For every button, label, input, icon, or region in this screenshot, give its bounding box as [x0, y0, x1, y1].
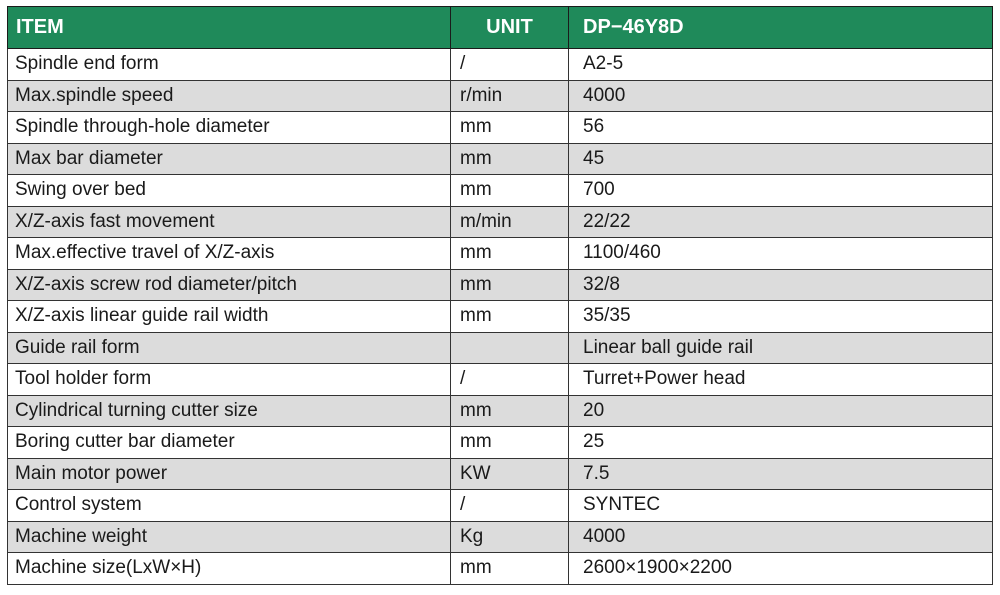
spec-item-cell: Tool holder form [8, 364, 451, 396]
spec-item-cell: X/Z-axis screw rod diameter/pitch [8, 269, 451, 301]
spec-unit-cell: / [451, 49, 569, 81]
spec-unit-cell: mm [451, 143, 569, 175]
spec-unit-cell: mm [451, 269, 569, 301]
spec-value-cell: 700 [569, 175, 993, 207]
header-unit: UNIT [451, 7, 569, 49]
table-row [8, 490, 993, 522]
spec-unit-cell: mm [451, 175, 569, 207]
spec-value-cell: 25 [569, 427, 993, 459]
table-row [8, 80, 993, 112]
table-row [8, 332, 993, 364]
header-model: DP−46Y8D [569, 7, 993, 49]
spec-unit-cell: / [451, 490, 569, 522]
spec-unit-cell [451, 332, 569, 364]
spec-unit-cell: Kg [451, 521, 569, 553]
spec-value-cell: Turret+Power head [569, 364, 993, 396]
spec-item-cell: Max.spindle speed [8, 80, 451, 112]
table-row [8, 112, 993, 144]
table-row [8, 301, 993, 333]
spec-table [7, 6, 993, 585]
spec-unit-cell: KW [451, 458, 569, 490]
spec-value-cell: SYNTEC [569, 490, 993, 522]
spec-unit-cell: r/min [451, 80, 569, 112]
table-row [8, 143, 993, 175]
spec-item-cell: Guide rail form [8, 332, 451, 364]
table-row [8, 269, 993, 301]
spec-unit-cell: mm [451, 301, 569, 333]
table-row [8, 49, 993, 81]
table-row [8, 521, 993, 553]
table-row [8, 427, 993, 459]
spec-value-cell: 45 [569, 143, 993, 175]
spec-value-cell: Linear ball guide rail [569, 332, 993, 364]
header-item: ITEM [8, 7, 451, 49]
header-row [8, 7, 993, 49]
spec-unit-cell: mm [451, 395, 569, 427]
spec-value-cell: 56 [569, 112, 993, 144]
spec-item-cell: Max bar diameter [8, 143, 451, 175]
spec-value-cell: 20 [569, 395, 993, 427]
spec-value-cell: 22/22 [569, 206, 993, 238]
spec-unit-cell: m/min [451, 206, 569, 238]
table-row [8, 206, 993, 238]
spec-item-cell: Machine size(LxW×H) [8, 553, 451, 585]
table-row [8, 238, 993, 270]
spec-value-cell: 1100/460 [569, 238, 993, 270]
spec-value-cell: 7.5 [569, 458, 993, 490]
spec-unit-cell: mm [451, 427, 569, 459]
spec-unit-cell: mm [451, 112, 569, 144]
spec-item-cell: Cylindrical turning cutter size [8, 395, 451, 427]
table-row [8, 458, 993, 490]
spec-value-cell: 35/35 [569, 301, 993, 333]
spec-item-cell: Swing over bed [8, 175, 451, 207]
table-row [8, 364, 993, 396]
spec-item-cell: Main motor power [8, 458, 451, 490]
table-row [8, 553, 993, 585]
spec-value-cell: 4000 [569, 521, 993, 553]
spec-value-cell: A2-5 [569, 49, 993, 81]
spec-value-cell: 4000 [569, 80, 993, 112]
table-row [8, 395, 993, 427]
spec-item-cell: Spindle through-hole diameter [8, 112, 451, 144]
table-row [8, 175, 993, 207]
spec-unit-cell: mm [451, 238, 569, 270]
spec-item-cell: X/Z-axis linear guide rail width [8, 301, 451, 333]
spec-value-cell: 32/8 [569, 269, 993, 301]
spec-unit-cell: mm [451, 553, 569, 585]
spec-item-cell: Machine weight [8, 521, 451, 553]
spec-item-cell: Max.effective travel of X/Z-axis [8, 238, 451, 270]
spec-item-cell: X/Z-axis fast movement [8, 206, 451, 238]
spec-item-cell: Boring cutter bar diameter [8, 427, 451, 459]
spec-value-cell: 2600×1900×2200 [569, 553, 993, 585]
spec-item-cell: Control system [8, 490, 451, 522]
spec-unit-cell: / [451, 364, 569, 396]
spec-item-cell: Spindle end form [8, 49, 451, 81]
